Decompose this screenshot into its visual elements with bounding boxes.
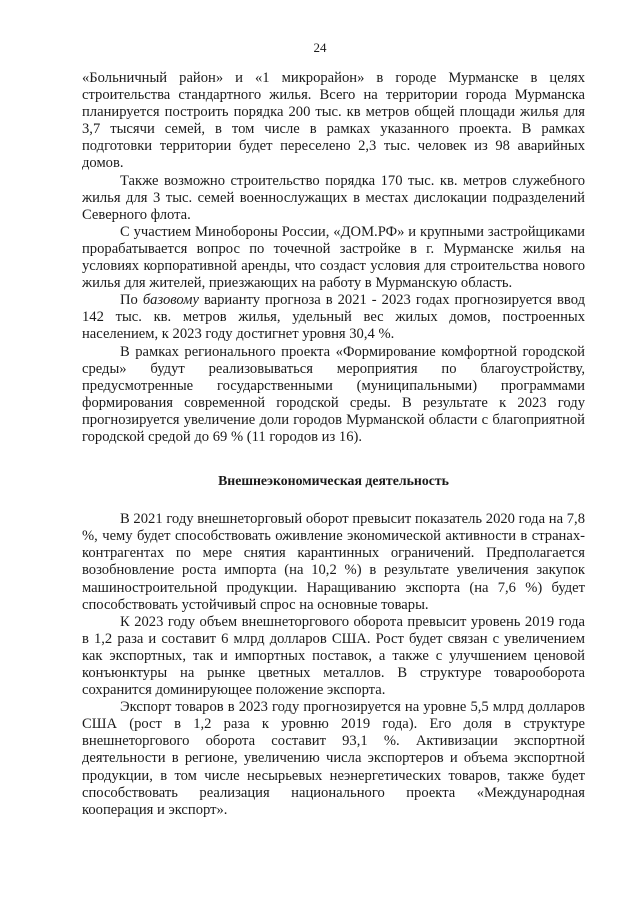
section-heading: Внешнеэкономическая деятельность	[218, 473, 449, 489]
paragraph-export-2023: Экспорт товаров в 2023 году прогнозируется на уровне 5,5 млрд долларов США (рост в 1,2 раза к уровню 2019 года). Его доля в структуре внешнеторгового оборота составит 93,1 %. Активизации экспортной деятельности в регионе, увеличению числа экспортеров и объема экспортной продукции, в том числе несырьевых неэнергетических товаров, также будет способствовать реализация национального проекта «Международная кооперация и экспорт».	[82, 699, 585, 818]
paragraph-trade-turnover-2023: К 2023 году объем внешнеторгового оборота превысит уровень 2019 года в 1,2 раза и составит 6 млрд долларов США. Рост будет связан с увеличением как экспортных, так и импортных поставок, а также с улучшением ценовой конъюнктуры на рынке цветных металлов. В структуре товарооборота сохранится доминирующее положение экспорта.	[82, 613, 585, 699]
base-forecast-italic: базовому	[142, 292, 199, 309]
paragraph-trade-turnover-2021: В 2021 году внешнеторговый оборот превысит показатель 2020 года на 7,8 %, чему будет способствовать оживление экономической активности в странах-контрагентах по мере снятия карантинных ограничений. Предполагается возобновление роста импорта (на 10,2 %) в результате увеличения закупок машиностроительной продукции. Наращиванию экспорта (на 7,6 %) будет способствовать устойчивый спрос на основные товары.	[82, 511, 585, 613]
paragraph-districts: «Больничный район» и «1 микрорайон» в городе Мурманске в целях строительства стандартного жилья. Всего на территории города Мурманска планируется построить порядка 200 тыс. кв метров общей площади жилья для 3,7 тысячи семей, в том числе в рамках указанного проекта. В рамках подготовки территории будет переселено 2,3 тыс. человек из 98 аварийных домов.	[82, 70, 585, 172]
paragraph-base-forecast	[82, 292, 585, 343]
paragraph-urban-environment: В рамках регионального проекта «Формирование комфортной городской среды» будут реализовываться мероприятия по благоустройству, предусмотренные государственными (муниципальными) программами формирования современной городской среды. В результате к 2023 году прогнозируется увеличение доли городов Мурманской области с благоприятной городской средой до 69 % (11 городов из 16).	[82, 343, 585, 445]
page-number: 24	[313, 40, 327, 55]
document-body	[82, 70, 585, 819]
paragraph-corporate-rent: С участием Минобороны России, «ДОМ.РФ» и крупными застройщиками прорабатывается вопрос по точечной застройке в г. Мурманске жилья на условиях корпоративной аренды, что создаст условия для строительства нового жилья для жителей, приезжающих на работу в Мурманскую область.	[82, 223, 585, 292]
paragraph-military-housing: Также возможно строительство порядка 170 тыс. кв. метров служебного жилья для 3 тыс. семей военнослужащих в местах дислокации подразделений Северного флота.	[82, 172, 585, 223]
base-forecast-text: варианту прогноза в 2021 - 2023 годах прогнозируется ввод 142 тыс. кв. метров жилья, удельный вес жилых домов, построенных населением, к 2023 году достигнет уровня 30,4 %.	[82, 292, 585, 343]
base-forecast-prefix: По	[120, 292, 143, 309]
